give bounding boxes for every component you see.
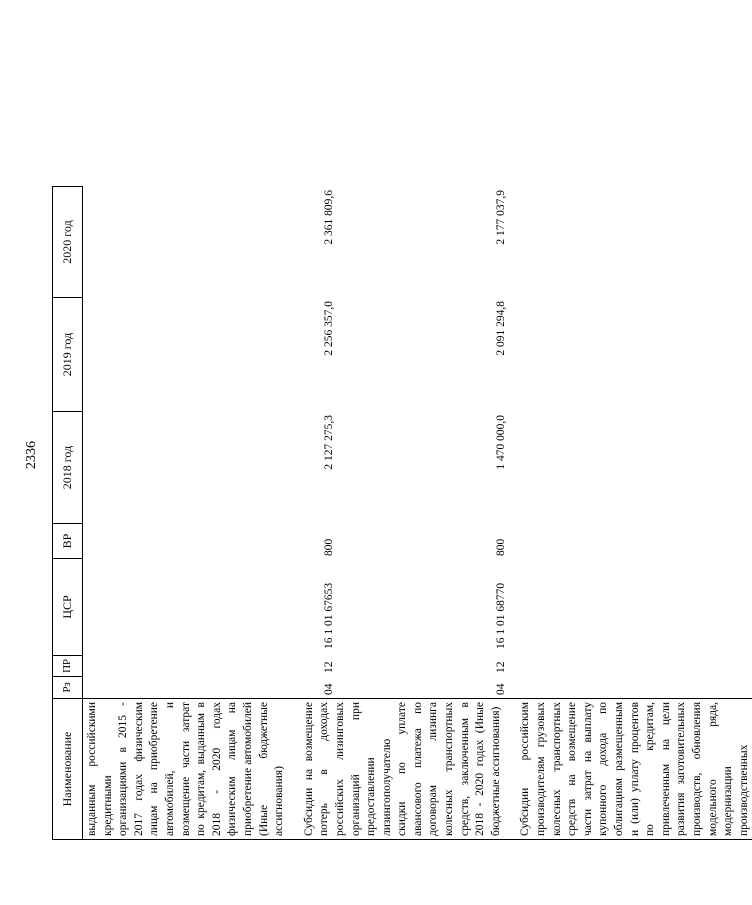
row-3-2018: 1 470 000,0	[495, 415, 507, 470]
name-column	[83, 698, 752, 840]
row-2-name: Субсидии на возмещение потерь в доходах российских лизинговых организаций при предоставлении лизингополучателю скидки по уплате авансового платежа по договорам лизинга колесных транспортных средств, заключенным в 2018 - 2020 годах (Иные бюджетные ассигнования)	[302, 702, 502, 836]
header-name: Наименование	[52, 698, 83, 840]
header-2020: 2020 год	[52, 186, 83, 297]
row-2-2019: 2 256 357,0	[323, 301, 335, 356]
row-2-vr: 800	[323, 538, 335, 556]
header-spacer	[52, 66, 83, 186]
row-2-2020: 2 361 809,6	[323, 190, 335, 245]
row-3-csr: 16 1 01 68770	[495, 582, 507, 649]
row-3-2020: 2 177 037,9	[495, 190, 507, 245]
page-number: 2336	[24, 441, 39, 469]
vr-column	[83, 523, 752, 558]
row-2-2018: 2 127 275,3	[323, 415, 335, 470]
y2018-column	[83, 411, 752, 523]
row-2-csr: 16 1 01 67653	[323, 582, 335, 649]
header-csr: ЦСР	[52, 558, 83, 655]
row-3-vr: 800	[495, 538, 507, 556]
header-2019: 2019 год	[52, 297, 83, 411]
y2019-column	[83, 297, 752, 411]
header-vr: ВР	[52, 523, 83, 558]
row-1-name: выданным российскими кредитными организациями в 2015 - 2017 годах физическим лицам на приобретение автомобилей, и возмещение части затрат по кредитам, выданным в 2018 - 2020 годах физическим лицам на приобретение автомобилей (Иные бюджетные ассигнования)	[86, 702, 286, 836]
y2020-column	[83, 186, 752, 297]
header-rz: Рз	[52, 676, 83, 698]
header-2018: 2018 год	[52, 411, 83, 523]
row-3-rz: 04	[495, 683, 507, 695]
row-3-2019: 2 091 294,8	[495, 301, 507, 356]
row-3-pr: 12	[495, 661, 507, 673]
header-pr: ПР	[52, 655, 83, 676]
csr-column	[83, 558, 752, 655]
budget-table	[52, 66, 750, 840]
row-3-name: Субсидии российским производителям грузовых колесных транспортных средств на возмещение части затрат на выплату купонного дохода по облигациям размещенным и (или) уплату процентов по кредитам, привлеченным на цели развития заготовительных производств, обновления модельного ряда, модернизации производственных	[519, 702, 750, 836]
row-2-pr: 12	[323, 661, 335, 673]
pr-column	[83, 655, 752, 676]
row-2-rz: 04	[323, 683, 335, 695]
rz-column	[83, 676, 752, 698]
